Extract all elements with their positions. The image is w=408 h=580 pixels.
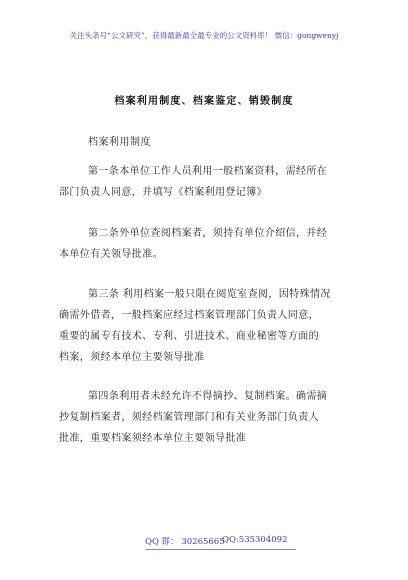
article-paragraph	[59, 386, 348, 449]
paragraph-line: 第一条本单位工作人员利用一般档案资料，需经所在	[88, 166, 328, 177]
paragraph-line: 第二条外单位查阅档案者，须持有单位介绍信，并经	[88, 228, 328, 239]
footer-underline	[146, 549, 296, 550]
article-paragraph	[59, 284, 348, 368]
qq-contact-link[interactable]: QQ:535304092	[222, 535, 288, 545]
paragraph-line: 档案，须经本单位主要领导批准	[59, 352, 205, 363]
paragraph-line: 批准，重要档案须经本单位主要领导批准	[59, 433, 247, 444]
article-paragraph	[59, 223, 348, 265]
paragraph-line: 部门负责人同意，并填写《档案利用登记簿》	[59, 187, 267, 198]
paragraph-line: 重要的属专有技术、专利、引进技术、商业秘密等方面的	[59, 331, 319, 342]
paragraph-line: 确需外借者，一般档案应经过档案管理部门负责人同意，	[59, 310, 319, 321]
document-title: 档案利用制度、档案鉴定、销毁制度	[114, 96, 294, 107]
paragraph-line: 第三条 利用档案一般只限在阅览室查阅，因特殊情况	[88, 289, 331, 300]
qq-group-link[interactable]: QQ 群： 30265665	[145, 537, 225, 547]
header-banner: 关注头条号“公文研究”，获得最新最全最专业的公文资料库！ 微信：gongwenyj	[69, 31, 339, 40]
article-paragraph	[59, 161, 348, 203]
section-heading: 档案利用制度	[88, 137, 151, 148]
paragraph-line: 抄复制档案者，须经档案管理部门和有关业务部门负责人	[59, 412, 319, 423]
paragraph-line: 第四条利用者未经允许不得摘抄、复制档案。确需摘	[88, 391, 328, 402]
paragraph-line: 本单位有关领导批准。	[59, 249, 163, 260]
